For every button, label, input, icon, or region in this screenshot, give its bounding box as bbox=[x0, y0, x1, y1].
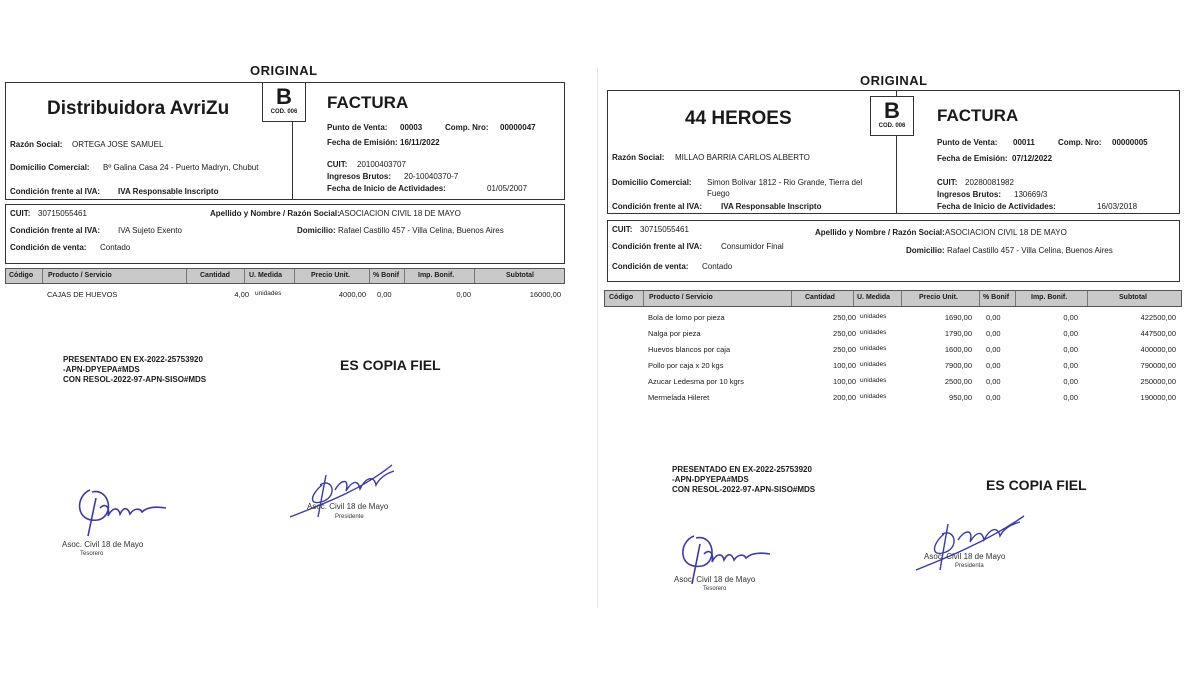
ib-value: 130669/3 bbox=[1014, 190, 1048, 199]
row-bonif: 0,00 bbox=[986, 345, 1001, 354]
fecha-value: 16/11/2022 bbox=[400, 138, 440, 147]
document-type: FACTURA bbox=[937, 106, 1019, 125]
row-subtotal: 422500,00 bbox=[1140, 313, 1176, 322]
sig1-line: Asoc. Civil 18 de Mayo bbox=[674, 575, 756, 584]
row-producto: Mermelada Hileret bbox=[648, 393, 710, 402]
original-label: ORIGINAL bbox=[250, 63, 318, 78]
presentado-line-3: CON RESOL-2022-97-APN-SISO#MDS bbox=[672, 485, 816, 494]
row-unidad: unidades bbox=[860, 345, 887, 352]
invoice-code: COD. 006 bbox=[878, 123, 906, 129]
cond-iva-label: Condición frente al IVA: bbox=[10, 187, 101, 196]
punto-value: 00011 bbox=[1013, 138, 1035, 147]
signature-tesorero bbox=[70, 478, 180, 538]
col-unidad: U. Medida bbox=[857, 294, 891, 301]
row-bonif: 0,00 bbox=[986, 361, 1001, 370]
col-precio: Precio Unit. bbox=[919, 294, 958, 301]
punto-value: 00003 bbox=[400, 123, 423, 132]
row-bonif: 0,00 bbox=[377, 290, 392, 299]
fecha-label: Fecha de Emisión: bbox=[937, 154, 1008, 163]
table-row bbox=[5, 290, 565, 305]
row-imp-bonif: 0,00 bbox=[1063, 377, 1078, 386]
sig1-line: Asoc. Civil 18 de Mayo bbox=[62, 540, 144, 549]
client-cuit-value: 30715055461 bbox=[640, 225, 689, 234]
row-imp-bonif: 0,00 bbox=[1063, 345, 1078, 354]
col-precio: Precio Unit. bbox=[311, 272, 350, 279]
col-imp-bonif: Imp. Bonif. bbox=[1031, 294, 1068, 301]
comp-label: Comp. Nro: bbox=[445, 123, 489, 132]
row-precio: 950,00 bbox=[949, 393, 972, 402]
table-row bbox=[604, 345, 1182, 360]
client-venta-value: Contado bbox=[702, 262, 733, 271]
company-name: 44 HEROES bbox=[685, 108, 792, 129]
client-cond-label: Condición frente al IVA: bbox=[10, 226, 101, 235]
table-row bbox=[604, 361, 1182, 376]
client-cuit-value: 30715055461 bbox=[38, 209, 87, 218]
punto-label: Punto de Venta: bbox=[937, 138, 998, 147]
row-producto: Huevos blancos por caja bbox=[648, 345, 731, 354]
row-precio: 1790,00 bbox=[944, 329, 972, 338]
col-cantidad: Cantidad bbox=[805, 294, 835, 301]
sig2-line: Asoc. Civil 18 de Mayo bbox=[924, 552, 1006, 561]
row-producto: Pollo por caja x 20 kgs bbox=[648, 361, 724, 370]
col-codigo: Código bbox=[9, 272, 34, 279]
row-subtotal: 190000,00 bbox=[1140, 393, 1176, 402]
presentado-line-1: PRESENTADO EN EX-2022-25753920 bbox=[63, 355, 203, 364]
client-cuit-label: CUIT: bbox=[10, 209, 31, 218]
row-cantidad: 250,00 bbox=[833, 329, 856, 338]
ib-label: Ingresos Brutos: bbox=[327, 172, 392, 181]
presentado-line-3: CON RESOL-2022-97-APN-SISO#MDS bbox=[63, 375, 207, 384]
cuit-label: CUIT: bbox=[327, 160, 348, 169]
sig2-role: Presidente bbox=[335, 514, 364, 520]
presentado-line-1: PRESENTADO EN EX-2022-25753920 bbox=[672, 465, 812, 474]
row-imp-bonif: 0,00 bbox=[456, 290, 471, 299]
client-venta-label: Condición de venta: bbox=[10, 243, 87, 252]
comp-label: Comp. Nro: bbox=[1058, 138, 1102, 147]
copia-fiel-stamp: ES COPIA FIEL bbox=[340, 357, 441, 373]
col-bonif: % Bonif bbox=[983, 294, 1010, 301]
comp-value: 00000005 bbox=[1112, 138, 1148, 147]
row-bonif: 0,00 bbox=[986, 393, 1001, 402]
row-cantidad: 250,00 bbox=[833, 313, 856, 322]
col-codigo: Código bbox=[609, 294, 634, 301]
sig1-role: Tesorero bbox=[703, 586, 727, 592]
row-bonif: 0,00 bbox=[986, 313, 1001, 322]
sig2-line: Asoc. Civil 18 de Mayo bbox=[307, 502, 389, 511]
client-apellido-value: ASOCIACION CIVIL 18 DE MAYO bbox=[945, 228, 1067, 237]
client-apellido-label: Apellido y Nombre / Razón Social: bbox=[815, 228, 945, 237]
cuit-value: 20280081982 bbox=[965, 178, 1014, 187]
cond-iva-value: IVA Responsable Inscripto bbox=[118, 187, 219, 196]
table-row bbox=[604, 313, 1182, 328]
invoice-letter: B bbox=[884, 98, 900, 123]
page-divider bbox=[597, 68, 598, 608]
row-subtotal: 790000,00 bbox=[1140, 361, 1176, 370]
domicilio-label: Domicilio Comercial: bbox=[10, 163, 90, 172]
inicio-label: Fecha de Inicio de Actividades: bbox=[937, 202, 1056, 211]
row-producto: Bola de lomo por pieza bbox=[648, 313, 725, 322]
client-apellido-value: ASOCIACION CIVIL 18 DE MAYO bbox=[339, 209, 461, 218]
invoice-right bbox=[600, 68, 1185, 608]
row-unidad: unidades bbox=[255, 290, 282, 297]
table-row bbox=[604, 393, 1182, 408]
client-dom-value: Rafael Castillo 457 - Villa Celina, Buenos Aires bbox=[947, 246, 1113, 255]
col-bonif: % Bonif bbox=[373, 272, 400, 279]
col-producto: Producto / Servicio bbox=[48, 272, 112, 279]
col-subtotal: Subtotal bbox=[1119, 294, 1147, 301]
row-imp-bonif: 0,00 bbox=[1063, 361, 1078, 370]
row-cantidad: 250,00 bbox=[833, 345, 856, 354]
domicilio-value: Bº Galina Casa 24 - Puerto Madryn, Chubut bbox=[103, 163, 259, 172]
row-precio: 7900,00 bbox=[944, 361, 972, 370]
original-label: ORIGINAL bbox=[860, 73, 928, 88]
domicilio-label: Domicilio Comercial: bbox=[612, 178, 692, 187]
row-unidad: unidades bbox=[860, 329, 887, 336]
client-dom-label: Domicilio: bbox=[906, 246, 945, 255]
document-type: FACTURA bbox=[327, 93, 409, 112]
row-unidad: unidades bbox=[860, 361, 887, 368]
invoice-left bbox=[0, 60, 570, 620]
table-row bbox=[604, 377, 1182, 392]
items-table-header bbox=[5, 268, 565, 284]
invoice-letter-box bbox=[262, 82, 306, 122]
col-producto: Producto / Servicio bbox=[649, 294, 713, 301]
row-bonif: 0,00 bbox=[986, 329, 1001, 338]
row-subtotal: 447500,00 bbox=[1140, 329, 1176, 338]
row-precio: 1690,00 bbox=[944, 313, 972, 322]
row-precio: 2500,00 bbox=[944, 377, 972, 386]
client-cuit-label: CUIT: bbox=[612, 225, 633, 234]
col-imp-bonif: Imp. Bonif. bbox=[418, 272, 455, 279]
col-subtotal: Subtotal bbox=[506, 272, 534, 279]
row-imp-bonif: 0,00 bbox=[1063, 313, 1078, 322]
ib-value: 20-10040370-7 bbox=[404, 172, 459, 181]
domicilio-value: Simon Bolivar 1812 - Rio Grande, Tierra del bbox=[707, 178, 863, 187]
razon-label: Razón Social: bbox=[612, 153, 665, 162]
inicio-value: 16/03/2018 bbox=[1097, 202, 1138, 211]
cuit-value: 20100403707 bbox=[357, 160, 406, 169]
fecha-value: 07/12/2022 bbox=[1012, 154, 1053, 163]
row-cantidad: 200,00 bbox=[833, 393, 856, 402]
invoice-letter-box bbox=[870, 96, 914, 136]
row-imp-bonif: 0,00 bbox=[1063, 393, 1078, 402]
client-cond-value: Consumidor Final bbox=[721, 242, 784, 251]
row-producto: Azucar Ledesma por 10 kgrs bbox=[648, 377, 744, 386]
fecha-label: Fecha de Emisión: bbox=[327, 138, 398, 147]
row-precio: 1600,00 bbox=[944, 345, 972, 354]
company-name: Distribuidora AvriZu bbox=[47, 98, 230, 119]
row-subtotal: 16000,00 bbox=[529, 290, 561, 299]
row-producto: Nalga por pieza bbox=[648, 329, 701, 338]
row-precio: 4000,00 bbox=[338, 290, 366, 299]
cuit-label: CUIT: bbox=[937, 178, 958, 187]
presentado-stamp bbox=[63, 355, 206, 385]
domicilio-value-line2: Fuego bbox=[707, 189, 730, 198]
comp-value: 00000047 bbox=[500, 123, 536, 132]
razon-value: ORTEGA JOSE SAMUEL bbox=[72, 140, 164, 149]
invoice-letter: B bbox=[276, 84, 292, 109]
cond-iva-value: IVA Responsable Inscripto bbox=[721, 202, 822, 211]
client-venta-label: Condición de venta: bbox=[612, 262, 689, 271]
col-cantidad: Cantidad bbox=[200, 272, 230, 279]
client-dom-value: Rafael Castillo 457 - Villa Celina, Buenos Aires bbox=[338, 226, 504, 235]
presentado-line-2: -APN-DPYEPA#MDS bbox=[63, 365, 140, 374]
client-apellido-label: Apellido y Nombre / Razón Social: bbox=[210, 209, 340, 218]
presentado-line-2: -APN-DPYEPA#MDS bbox=[672, 475, 749, 484]
row-bonif: 0,00 bbox=[986, 377, 1001, 386]
inicio-label: Fecha de Inicio de Actividades: bbox=[327, 184, 446, 193]
items-table-header bbox=[604, 290, 1182, 307]
sig2-role: Presidenta bbox=[955, 563, 984, 569]
cond-iva-label: Condición frente al IVA: bbox=[612, 202, 703, 211]
client-dom-label: Domicilio: bbox=[297, 226, 336, 235]
row-subtotal: 400000,00 bbox=[1140, 345, 1176, 354]
punto-label: Punto de Venta: bbox=[327, 123, 388, 132]
row-cantidad: 100,00 bbox=[833, 377, 856, 386]
row-imp-bonif: 0,00 bbox=[1063, 329, 1078, 338]
inicio-value: 01/05/2007 bbox=[487, 184, 528, 193]
row-unidad: unidades bbox=[860, 313, 887, 320]
row-producto: CAJAS DE HUEVOS bbox=[47, 290, 118, 299]
table-row bbox=[604, 329, 1182, 344]
ib-label: Ingresos Brutos: bbox=[937, 190, 1002, 199]
row-unidad: unidades bbox=[860, 393, 887, 400]
row-cantidad: 100,00 bbox=[833, 361, 856, 370]
row-subtotal: 250000,00 bbox=[1140, 377, 1176, 386]
razon-label: Razón Social: bbox=[10, 140, 63, 149]
invoice-code: COD. 006 bbox=[270, 109, 298, 115]
col-unidad: U. Medida bbox=[249, 272, 283, 279]
client-cond-label: Condición frente al IVA: bbox=[612, 242, 703, 251]
row-cantidad: 4,00 bbox=[234, 290, 249, 299]
sig1-role: Tesorero bbox=[80, 551, 104, 557]
client-venta-value: Contado bbox=[100, 243, 131, 252]
copia-fiel-stamp: ES COPIA FIEL bbox=[986, 477, 1087, 493]
presentado-stamp bbox=[672, 465, 815, 495]
client-cond-value: IVA Sujeto Exento bbox=[118, 226, 182, 235]
row-unidad: unidades bbox=[860, 377, 887, 384]
razon-value: MILLAO BARRIA CARLOS ALBERTO bbox=[675, 153, 810, 162]
